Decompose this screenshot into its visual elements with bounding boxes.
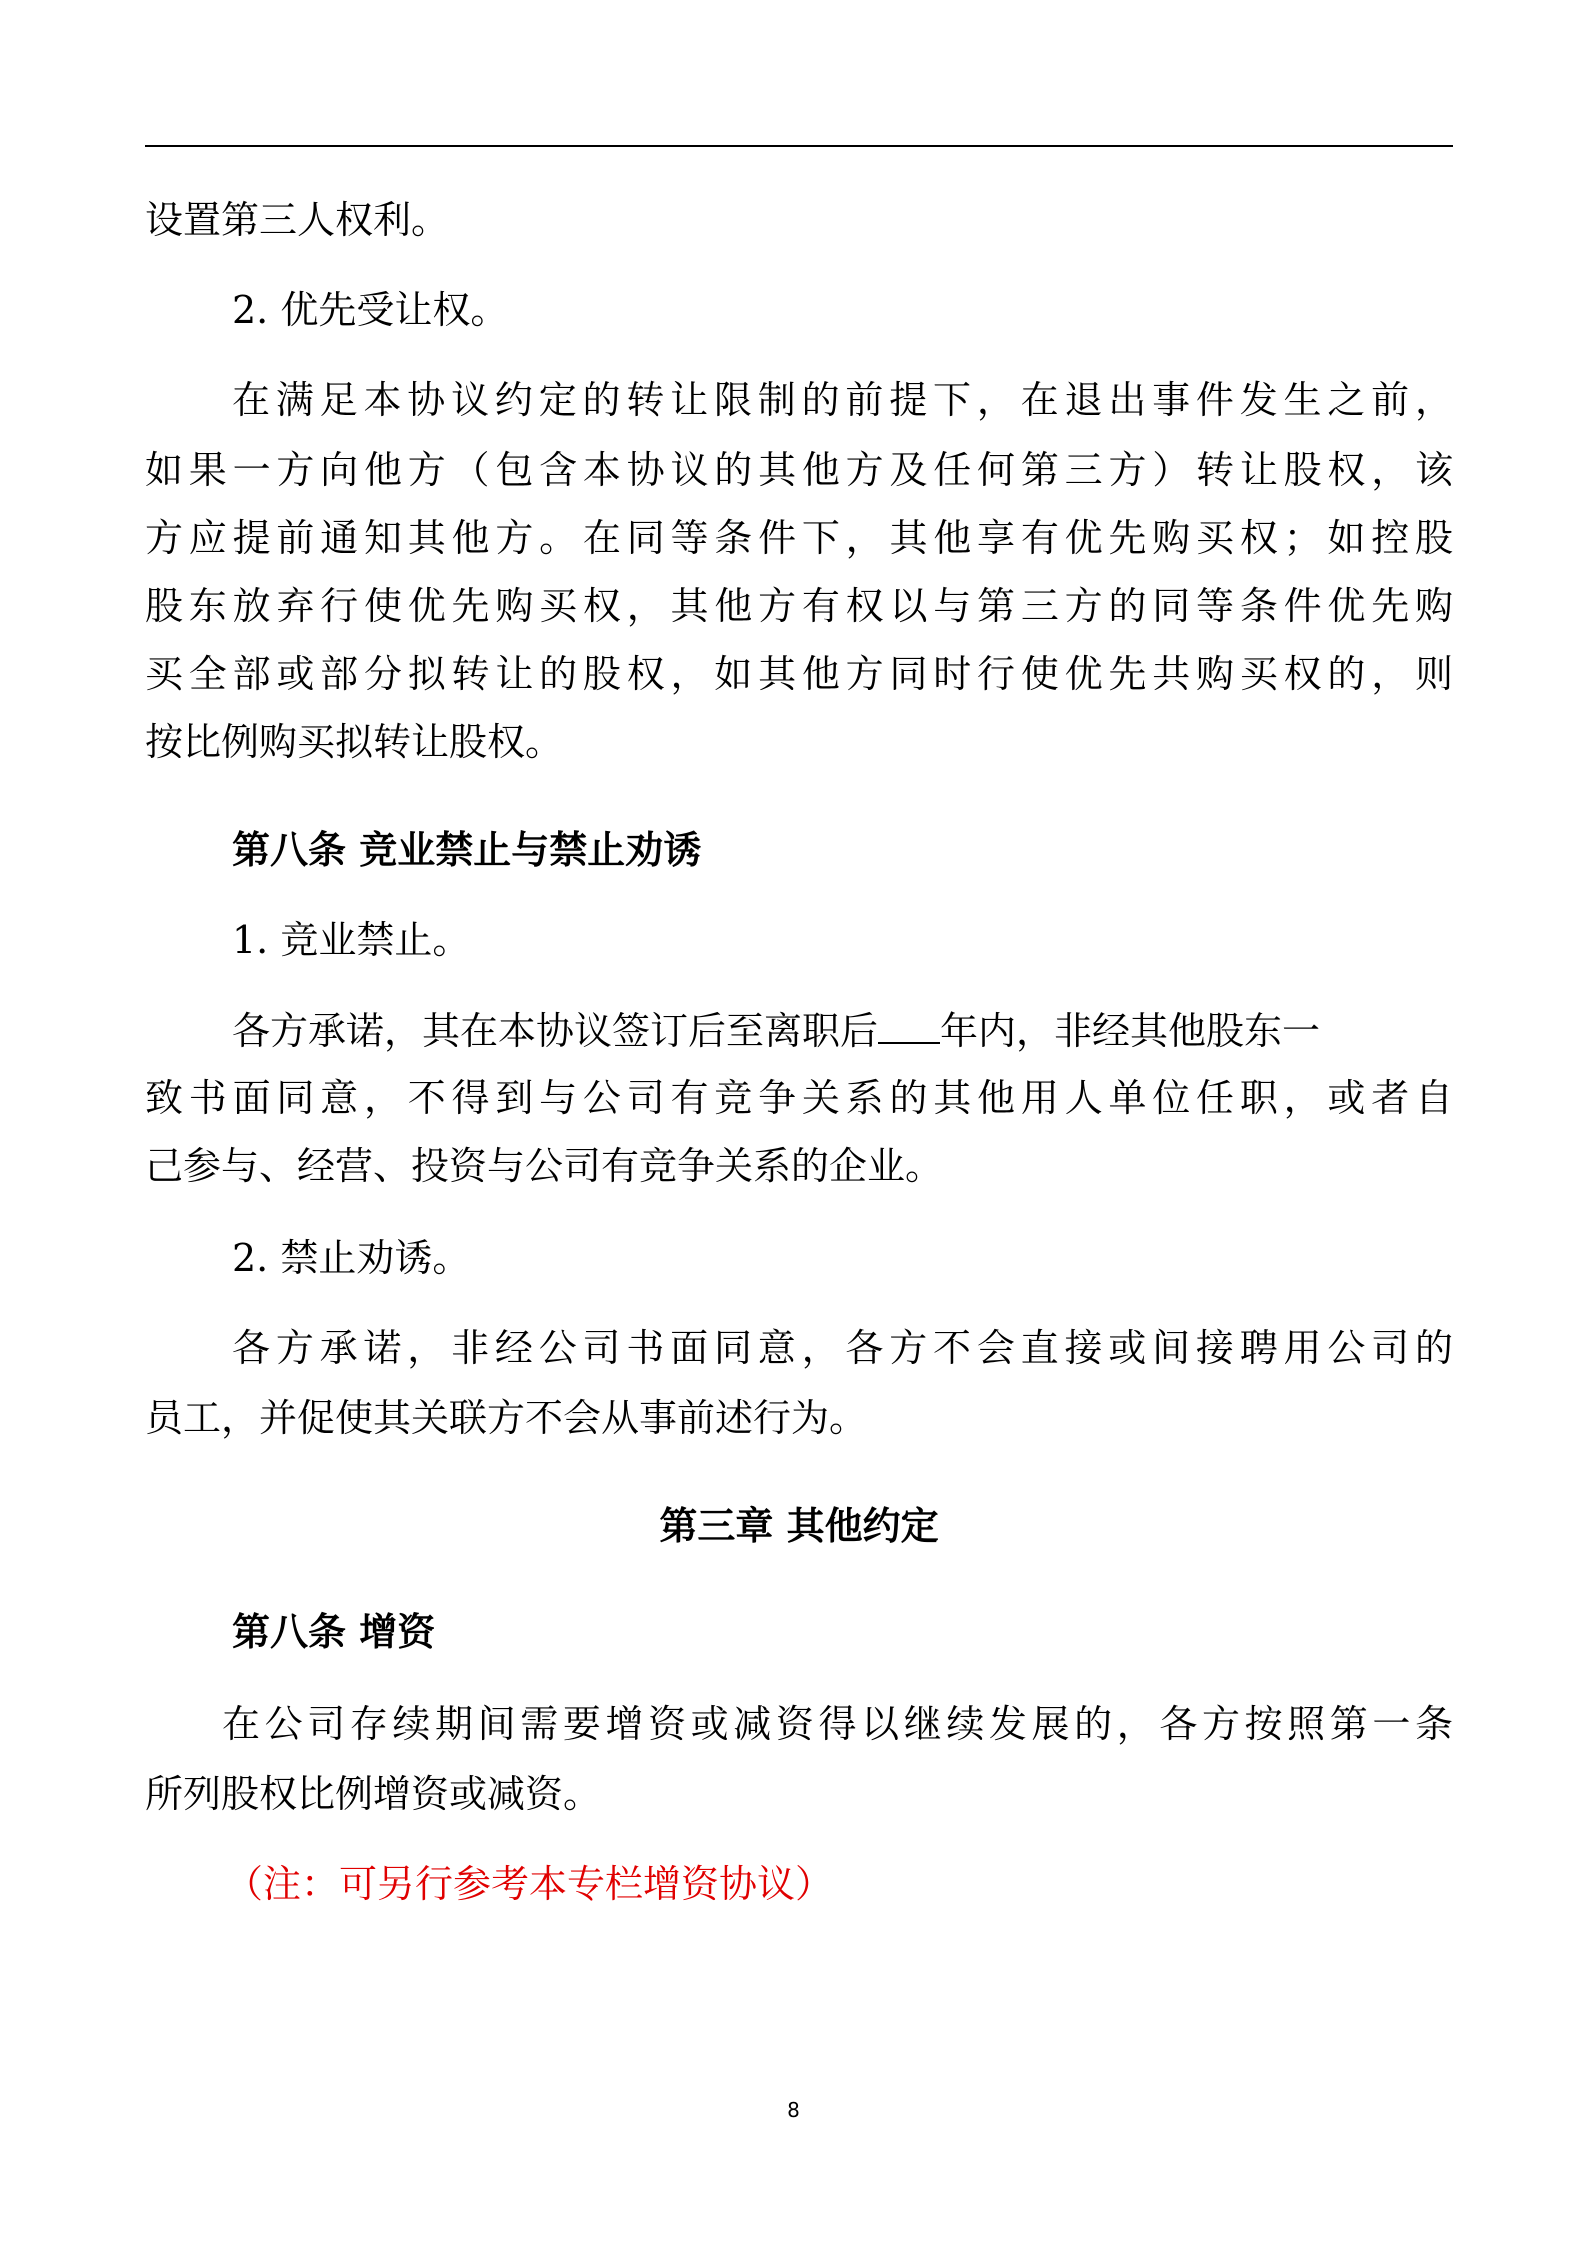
paragraph-text: 年内，非经其他股东一	[940, 1009, 1321, 1053]
note-text: （注：可另行参考本专栏增资协议）	[225, 1862, 834, 1906]
section-heading-preemptive-right: 2. 优先受让权。	[232, 288, 509, 332]
article-title-capital-increase: 第八条 增资	[232, 1609, 436, 1654]
header-rule	[145, 145, 1453, 147]
fill-in-blank[interactable]	[878, 1006, 940, 1044]
section-heading-non-compete: 1. 竞业禁止。	[232, 918, 471, 962]
paragraph-line: 设置第三人权利。	[145, 198, 450, 242]
paragraph-line: 致书面同意，不得到与公司有竞争关系的其他用人单位任职，或者自	[145, 1076, 1453, 1120]
paragraph-line: 各方承诺，非经公司书面同意，各方不会直接或间接聘用公司的	[232, 1326, 1453, 1370]
article-title-non-compete: 第八条 竞业禁止与禁止劝诱	[232, 827, 702, 872]
section-heading-no-solicit: 2. 禁止劝诱。	[232, 1236, 471, 1280]
chapter-title: 第三章 其他约定	[659, 1503, 939, 1548]
paragraph-line: 股东放弃行使优先购买权，其他方有权以与第三方的同等条件优先购	[145, 584, 1453, 628]
paragraph-line: 如果一方向他方（包含本协议的其他方及任何第三方）转让股权，该	[145, 448, 1453, 492]
paragraph-text: 各方承诺，其在本协议签订后至离职后	[232, 1009, 879, 1053]
paragraph-line: 方应提前通知其他方。在同等条件下，其他享有优先购买权；如控股	[145, 516, 1453, 560]
paragraph-line: 在满足本协议约定的转让限制的前提下，在退出事件发生之前，	[232, 378, 1453, 422]
paragraph-line: 在公司存续期间需要增资或减资得以继续发展的，各方按照第一条	[222, 1702, 1453, 1746]
paragraph-line: 按比例购买拟转让股权。	[145, 720, 564, 764]
paragraph-line-with-blank	[232, 1006, 1453, 1054]
page-number: 8	[787, 2098, 800, 2122]
paragraph-line: 己参与、经营、投资与公司有竞争关系的企业。	[145, 1144, 944, 1188]
paragraph-line: 员工，并促使其关联方不会从事前述行为。	[145, 1396, 868, 1440]
paragraph-line: 所列股权比例增资或减资。	[145, 1772, 602, 1816]
paragraph-line: 买全部或部分拟转让的股权，如其他方同时行使优先共购买权的，则	[145, 652, 1453, 696]
